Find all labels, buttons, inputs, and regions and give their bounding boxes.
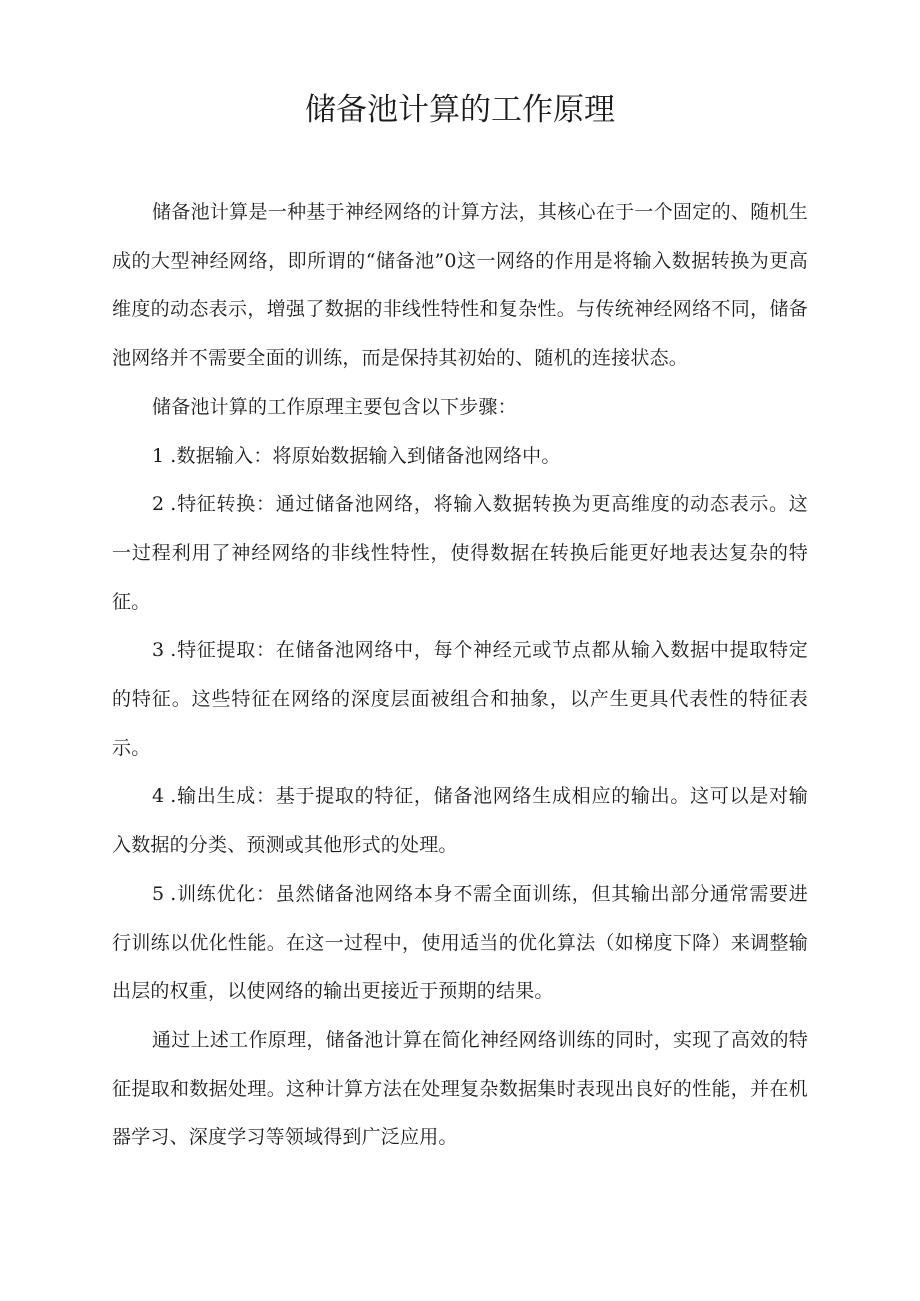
step-number: 2: [152, 493, 165, 516]
step-item: [112, 480, 808, 626]
step-item: [112, 772, 808, 869]
step-text: .训练优化：虽然储备池网络本身不需全面训练，但其输出部分通常需要进行训练以优化性能。在这一过程中，使用适当的优化算法（如梯度下降）来调整输出层的权重，以使网络的输出更接近于预期的结果。: [112, 882, 808, 1003]
step-text: .数据输入：将原始数据输入到储备池网络中。: [170, 444, 561, 467]
step-number: 5: [152, 882, 165, 905]
step-item: [112, 870, 808, 1016]
steps-intro-paragraph: 储备池计算的工作原理主要包含以下步骤：: [152, 395, 517, 418]
step-number: 1: [152, 444, 165, 467]
step-text: .特征提取：在储备池网络中，每个神经元或节点都从输入数据中提取特定的特征。这些特征在网络的深度层面被组合和抽象，以产生更具代表性的特征表示。: [112, 639, 808, 759]
document-title: 储备池计算的工作原理: [305, 92, 615, 128]
intro-paragraph: 储备池计算是一种基于神经网络的计算方法，其核心在于一个固定的、随机生成的大型神经网络，即所谓的“储备池”0这一网络的作用是将输入数据转换为更高维度的动态表示，增强了数据的非线性特性和复杂性。与传统神经网络不同，储备池网络并不需要全面的训练，而是保持其初始的、随机的连接状态。: [112, 201, 808, 370]
step-text: .输出生成：基于提取的特征，储备池网络生成相应的输出。这可以是对输入数据的分类、预测或其他形式的处理。: [112, 785, 808, 857]
step-item: [112, 432, 808, 481]
conclusion-paragraph: 通过上述工作原理，储备池计算在简化神经网络训练的同时，实现了高效的特征提取和数据处理。这种计算方法在处理复杂数据集时表现出良好的性能，并在机器学习、深度学习等领域得到广泛应用。: [112, 1028, 808, 1149]
step-number: 3: [152, 639, 165, 662]
step-item: [112, 626, 808, 772]
step-number: 4: [152, 785, 165, 808]
step-text: .特征转换：通过储备池网络，将输入数据转换为更高维度的动态表示。这一过程利用了神经网络的非线性特性，使得数据在转换后能更好地表达复杂的特征。: [112, 493, 808, 613]
document-body: [112, 188, 808, 1162]
